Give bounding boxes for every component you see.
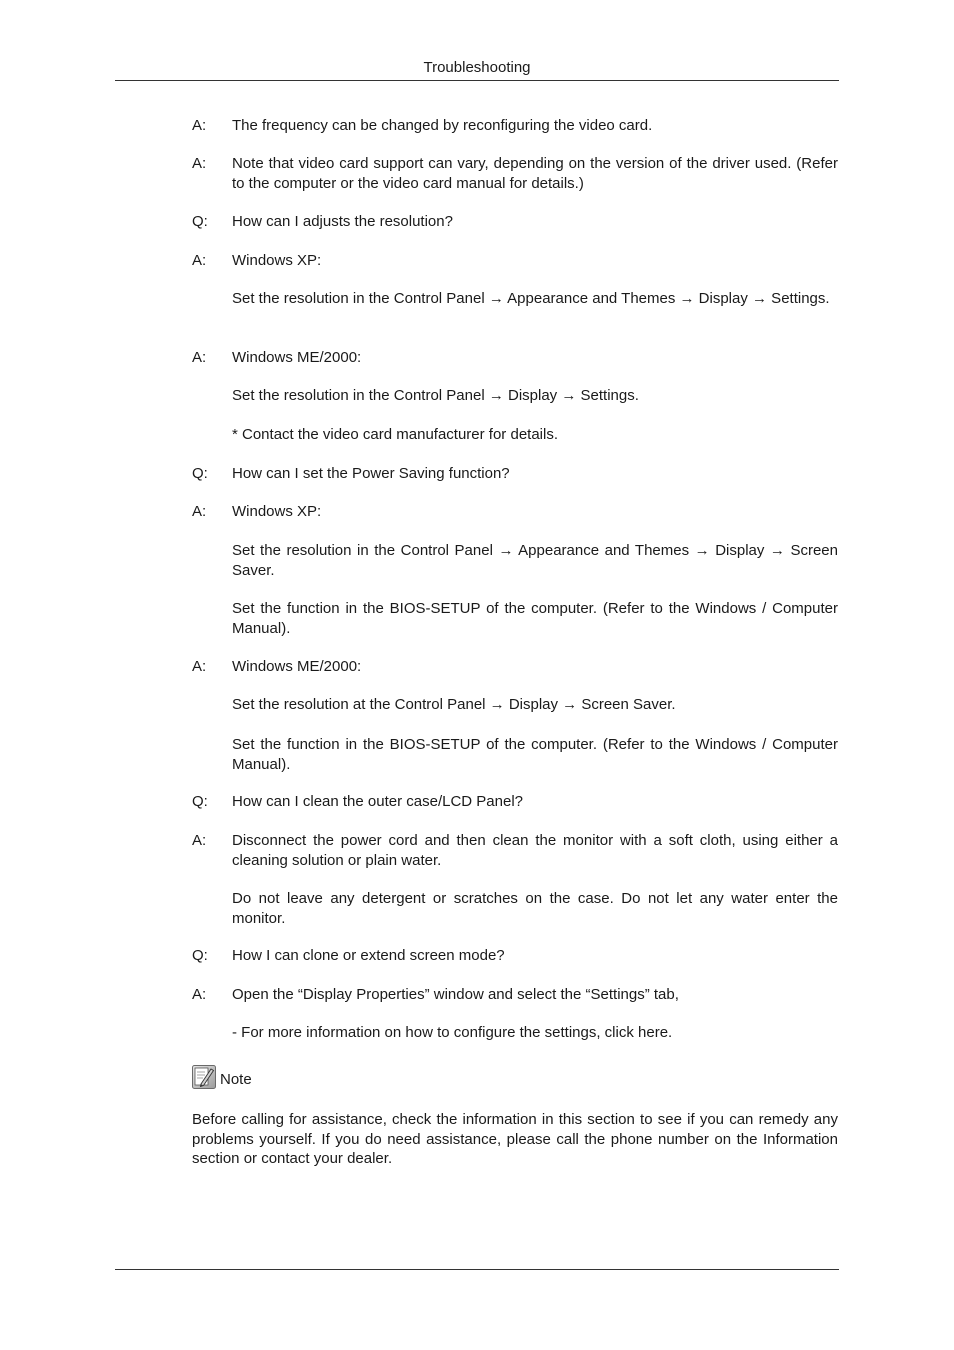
- question-entry: [192, 946, 838, 966]
- entry-text: Note that video card support can vary, depending on the version of the driver used. (Refer to the computer or the video card manual for details.): [232, 155, 838, 192]
- answer-entry: [192, 154, 838, 193]
- entry-text: Windows XP:: [232, 503, 322, 520]
- answer-paragraph: Set the resolution in the Control Panel → Appearance and Themes → Display → Settings.: [232, 290, 830, 307]
- entry-prefix: Q:: [192, 793, 208, 810]
- entry-prefix: Q:: [192, 213, 208, 230]
- entry-prefix: A:: [192, 986, 207, 1003]
- entry-text: Disconnect the power cord and then clean the monitor with a soft cloth, using either a cleaning solution or plain water.: [232, 832, 838, 869]
- note-heading: [192, 1061, 252, 1089]
- entry-text: The frequency can be changed by reconfiguring the video card.: [232, 117, 653, 134]
- answer-entry: [192, 348, 838, 368]
- entry-prefix: A:: [192, 117, 207, 134]
- question-entry: [192, 792, 838, 812]
- entry-prefix: A:: [192, 155, 207, 172]
- entry-prefix: Q:: [192, 947, 208, 964]
- answer-entry: [192, 502, 838, 522]
- answer-entry: [192, 251, 838, 271]
- entry-prefix: A:: [192, 252, 207, 269]
- answer-paragraph: Do not leave any detergent or scratches on the case. Do not let any water enter the monitor.: [232, 890, 838, 927]
- note-label: Note: [220, 1071, 252, 1088]
- answer-paragraph: Set the function in the BIOS-SETUP of the computer. (Refer to the Windows / Computer Manual).: [232, 736, 838, 773]
- entry-text: Open the “Display Properties” window and select the “Settings” tab,: [232, 986, 679, 1003]
- note-body: Before calling for assistance, check the information in this section to see if you can remedy any problems yourself. If you do need assistance, please call the phone number on the Information section or contact your dealer.: [192, 1111, 838, 1167]
- page-header-title: Troubleshooting: [423, 59, 531, 76]
- entry-prefix: A:: [192, 349, 207, 366]
- entry-text: How can I clean the outer case/LCD Panel?: [232, 793, 523, 810]
- answer-entry: [192, 985, 838, 1005]
- question-entry: [192, 212, 838, 232]
- entry-text: Windows ME/2000:: [232, 349, 362, 366]
- header-rule: [115, 80, 839, 81]
- entry-text: Windows XP:: [232, 252, 322, 269]
- footer-rule: [115, 1269, 839, 1270]
- answer-entry: [192, 831, 838, 870]
- answer-entry: [192, 657, 838, 677]
- entry-text: Windows ME/2000:: [232, 658, 362, 675]
- entry-text: How can I set the Power Saving function?: [232, 465, 510, 482]
- answer-paragraph: * Contact the video card manufacturer for details.: [232, 426, 559, 443]
- answer-paragraph: - For more information on how to configure the settings, click here.: [232, 1024, 673, 1041]
- note-icon: [192, 1065, 216, 1089]
- entry-prefix: A:: [192, 503, 207, 520]
- entry-prefix: A:: [192, 658, 207, 675]
- answer-entry: [192, 116, 838, 136]
- entry-text: How I can clone or extend screen mode?: [232, 947, 505, 964]
- answer-paragraph: Set the resolution in the Control Panel → Appearance and Themes → Display → Screen Saver.: [232, 542, 838, 579]
- answer-paragraph: Set the resolution in the Control Panel → Display → Settings.: [232, 387, 639, 404]
- question-entry: [192, 464, 838, 484]
- entry-prefix: A:: [192, 832, 207, 849]
- entry-text: How can I adjusts the resolution?: [232, 213, 453, 230]
- answer-paragraph: Set the resolution at the Control Panel → Display → Screen Saver.: [232, 696, 676, 713]
- answer-paragraph: Set the function in the BIOS-SETUP of the computer. (Refer to the Windows / Computer Manual).: [232, 600, 838, 637]
- entry-prefix: Q:: [192, 465, 208, 482]
